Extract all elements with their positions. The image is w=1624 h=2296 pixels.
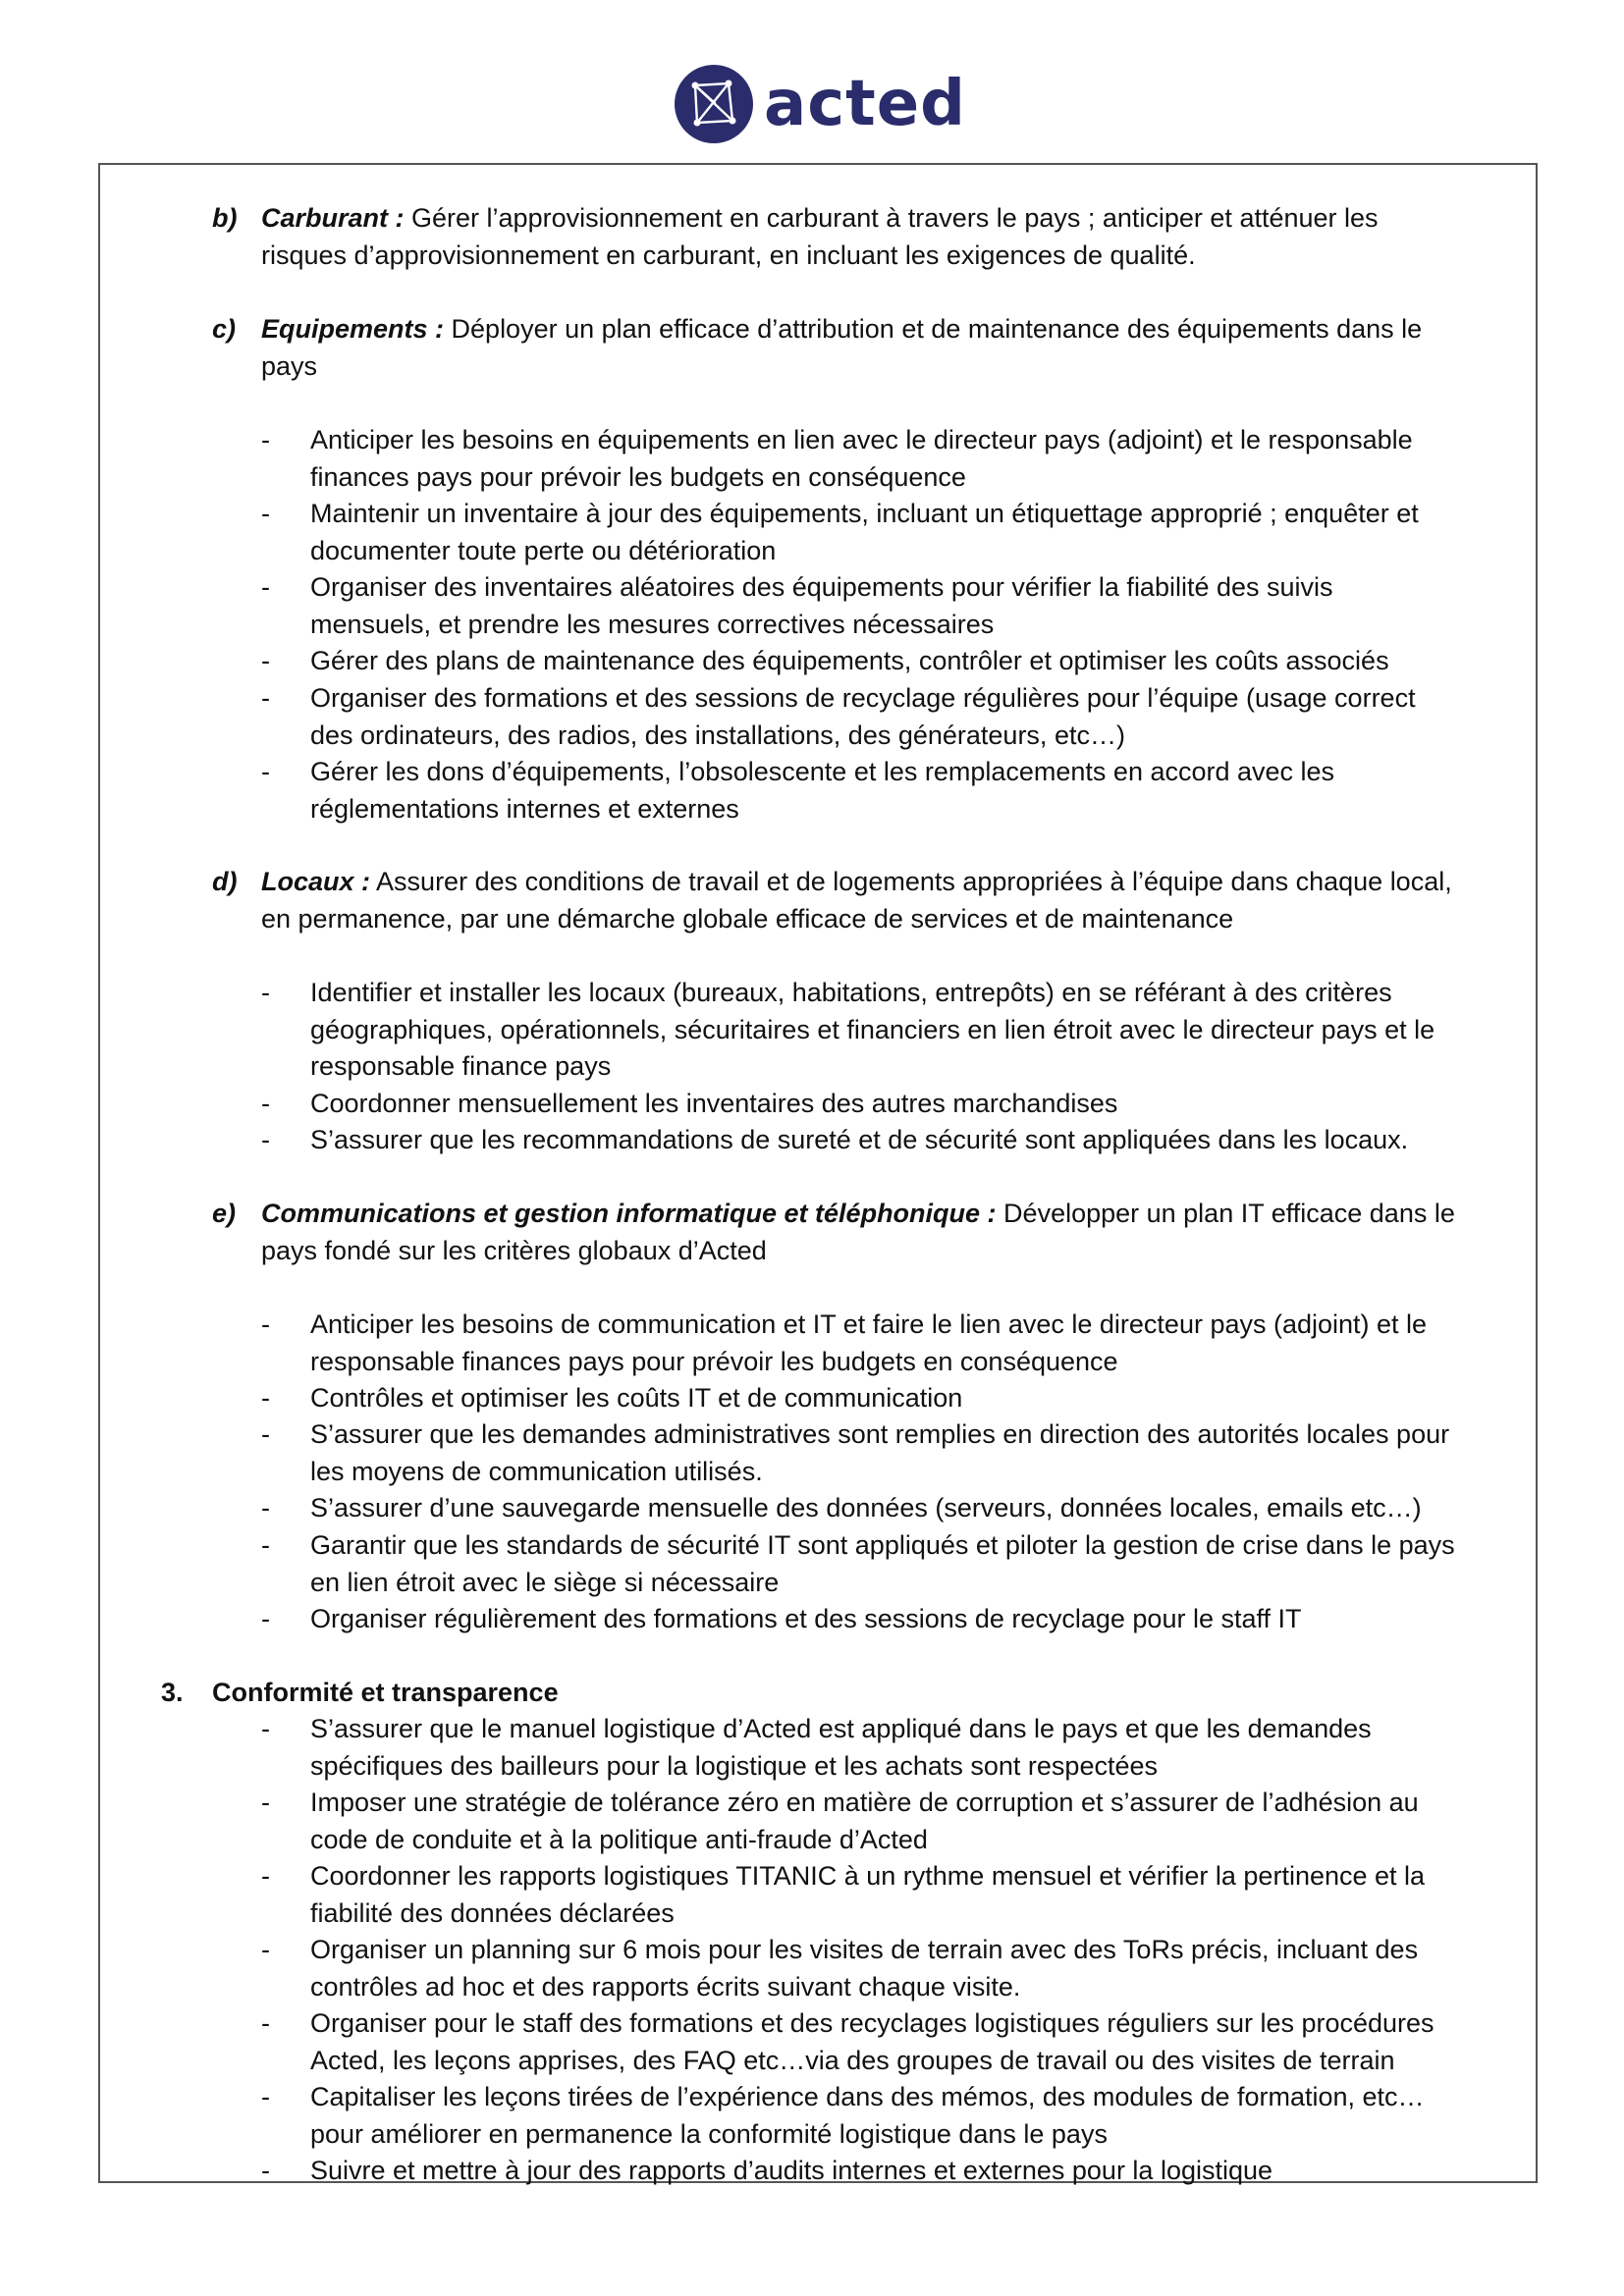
bullet-dash: -: [261, 757, 270, 786]
bullet-dash: -: [261, 1125, 270, 1154]
bullet-dash: -: [261, 1089, 270, 1118]
section-title: Locaux :: [261, 867, 371, 896]
bullet-dash: -: [261, 1935, 270, 1964]
section-marker: e): [212, 1199, 237, 1228]
logo-text: acted: [764, 68, 966, 140]
section-title: Communications et gestion informatique et téléphonique :: [261, 1199, 997, 1228]
list-item-text: Coordonner mensuellement les inventaires des autres marchandises: [310, 1089, 1118, 1118]
bullet-dash: -: [261, 499, 270, 528]
bullet-dash: -: [261, 1383, 270, 1413]
bullet-dash: -: [261, 978, 270, 1007]
logo: [674, 61, 966, 147]
section-marker: d): [212, 867, 238, 896]
list-item-text: S’assurer que le manuel logistique d’Acted est appliqué dans le pays et que les demandes spécifiques des bailleurs pour la logistique et les achats sont respectées: [310, 1714, 1372, 1781]
bullet-dash: -: [261, 1530, 270, 1560]
section-marker: c): [212, 314, 237, 344]
bullet-dash: -: [261, 1861, 270, 1891]
section-b-paragraph: [261, 200, 1459, 274]
section-text: Développer un plan IT efficace dans le pays fondé sur les critères globaux d’Acted: [261, 1199, 1455, 1265]
bullet-dash: -: [261, 2008, 270, 2038]
heading-title: Conformité et transparence: [212, 1678, 559, 1707]
acted-logo-icon: [674, 64, 754, 144]
bullet-dash: -: [261, 1309, 270, 1339]
bullet-dash: -: [261, 683, 270, 713]
list-item-text: Capitaliser les leçons tirées de l’expérience dans des mémos, des modules de formation, etc…pour améliorer en permanence la conformité logistique dans le pays: [310, 2082, 1425, 2149]
list-item-text: Organiser régulièrement des formations et des sessions de recyclage pour le staff IT: [310, 1604, 1302, 1633]
list-item-text: Gérer des plans de maintenance des équipements, contrôler et optimiser les coûts associés: [310, 646, 1389, 675]
bullet-dash: -: [261, 1788, 270, 1817]
bullet-dash: -: [261, 572, 270, 602]
section-marker: b): [212, 203, 238, 233]
list-item-text: S’assurer que les recommandations de sureté et de sécurité sont appliquées dans les locaux.: [310, 1125, 1409, 1154]
list-item-text: Gérer les dons d’équipements, l’obsolescente et les remplacements en accord avec les réglementations internes et externes: [310, 757, 1335, 824]
bullet-dash: -: [261, 1604, 270, 1633]
list-item-text: Garantir que les standards de sécurité IT sont appliqués et piloter la gestion de crise dans le pays en lien étroit avec le siège si nécessaire: [310, 1530, 1455, 1597]
list-item-text: Anticiper les besoins de communication et IT et faire le lien avec le directeur pays (adjoint) et le responsable finances pays pour prévoir les budgets en conséquence: [310, 1309, 1428, 1376]
list-item-text: Coordonner les rapports logistiques TITANIC à un rythme mensuel et vérifier la pertinence et la fiabilité des données déclarées: [310, 1861, 1426, 1928]
list-item-text: Identifier et installer les locaux (bureaux, habitations, entrepôts) en se référant à des critères géographiques, opérationnels, sécuritaires et financiers en lien étroit avec le directeur pays et le responsable finance pays: [310, 978, 1435, 1081]
bullet-dash: -: [261, 646, 270, 675]
list-item-text: Contrôles et optimiser les coûts IT et de communication: [310, 1383, 963, 1413]
list-item-text: Imposer une stratégie de tolérance zéro en matière de corruption et s’assurer de l’adhésion au code de conduite et à la politique anti-fraude d’Acted: [310, 1788, 1419, 1854]
section-text: Assurer des conditions de travail et de logements appropriées à l’équipe dans chaque local, en permanence, par une démarche globale efficace de services et de maintenance: [261, 867, 1452, 934]
section-text: Déployer un plan efficace d’attribution et de maintenance des équipements dans le pays: [261, 314, 1423, 381]
section-title: Equipements :: [261, 314, 445, 344]
bullet-dash: -: [261, 1419, 270, 1449]
section-text: Gérer l’approvisionnement en carburant à travers le pays ; anticiper et atténuer les risques d’approvisionnement en carburant, en incluant les exigences de qualité.: [261, 203, 1379, 270]
list-item-text: S’assurer d’une sauvegarde mensuelle des données (serveurs, données locales, emails etc…): [310, 1493, 1422, 1522]
heading-number: 3.: [161, 1678, 184, 1707]
section-title: Carburant :: [261, 203, 405, 233]
bullet-dash: -: [261, 2156, 270, 2185]
section-d-paragraph: [261, 864, 1459, 937]
list-item-text: Organiser un planning sur 6 mois pour les visites de terrain avec des ToRs précis, incluant des contrôles ad hoc et des rapports écrits suivant chaque visite.: [310, 1935, 1419, 2002]
bullet-dash: -: [261, 1493, 270, 1522]
list-item-text: Suivre et mettre à jour des rapports d’audits internes et externes pour la logistique: [310, 2156, 1273, 2185]
list-item-text: Organiser des inventaires aléatoires des équipements pour vérifier la fiabilité des suivis mensuels, et prendre les mesures correctives nécessaires: [310, 572, 1333, 639]
bullet-dash: -: [261, 1714, 270, 1743]
list-item-text: Organiser pour le staff des formations et des recyclages logistiques réguliers sur les procédures Acted, les leçons apprises, des FAQ etc…via des groupes de travail ou des visites de terrain: [310, 2008, 1435, 2075]
section-e-paragraph: [261, 1196, 1459, 1269]
list-item-text: Organiser des formations et des sessions de recyclage régulières pour l’équipe (usage correct des ordinateurs, des radios, des installations, des générateurs, etc…): [310, 683, 1416, 750]
list-item-text: Maintenir un inventaire à jour des équipements, incluant un étiquettage approprié ; enquêter et documenter toute perte ou détérioration: [310, 499, 1419, 565]
bullet-dash: -: [261, 2082, 270, 2111]
bullet-dash: -: [261, 425, 270, 454]
list-item-text: S’assurer que les demandes administratives sont remplies en direction des autorités locales pour les moyens de communication utilisés.: [310, 1419, 1450, 1486]
list-item-text: Anticiper les besoins en équipements en lien avec le directeur pays (adjoint) et le responsable finances pays pour prévoir les budgets en conséquence: [310, 425, 1413, 492]
section-c-paragraph: [261, 311, 1459, 385]
